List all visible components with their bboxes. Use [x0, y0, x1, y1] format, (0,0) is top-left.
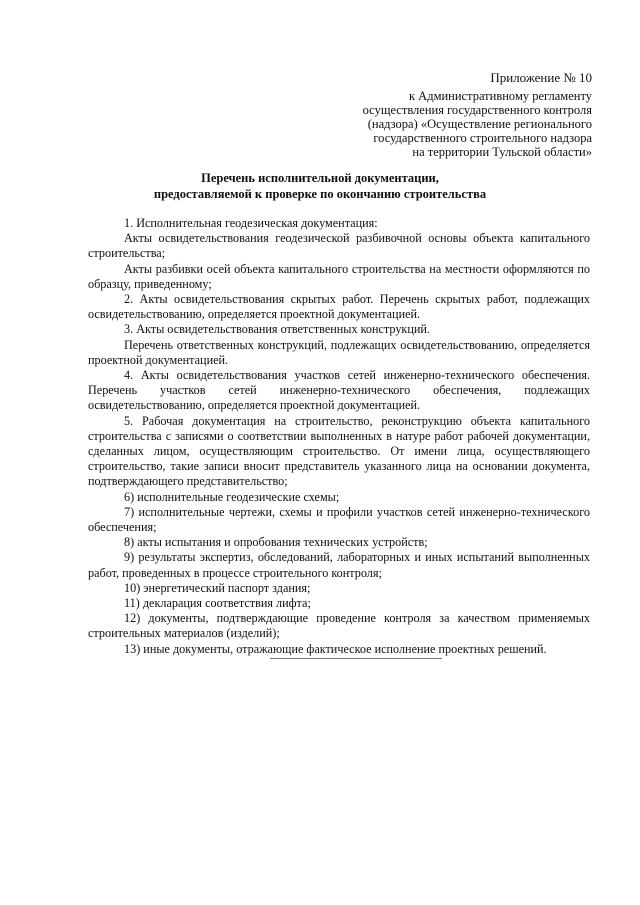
body-paragraph: 6) исполнительные геодезические схемы;	[124, 489, 340, 504]
regulation-reference	[292, 89, 592, 159]
title-line: Перечень исполнительной документации,	[201, 171, 439, 185]
body-paragraph: 1. Исполнительная геодезическая документация:	[124, 216, 378, 230]
body-paragraph: Перечень ответственных конструкций, подлежащих освидетельствованию, определяется проектной документацией.	[88, 337, 590, 367]
body-paragraph: 13) иные документы, отражающие фактическое исполнение проектных решений.	[124, 641, 547, 656]
header-line: осуществления государственного контроля	[362, 103, 592, 117]
body-paragraph: 7) исполнительные чертежи, схемы и профили участков сетей инженерно-технического обеспечения;	[88, 504, 590, 535]
document-title	[0, 170, 640, 202]
body-paragraph: 3. Акты освидетельствования ответственных конструкций.	[124, 322, 430, 337]
title-line: предоставляемой к проверке по окончанию строительства	[153, 187, 487, 201]
body-paragraph: 8) акты испытания и опробования технических устройств;	[124, 535, 428, 550]
body-paragraph: Акты освидетельствования геодезической разбивочной основы объекта капитального строительства;	[88, 231, 590, 261]
body-paragraph: 10) энергетический паспорт здания;	[124, 580, 311, 595]
header-line: государственного строительного надзора	[373, 131, 592, 145]
header-line: к Административному регламенту	[408, 89, 592, 103]
closing-divider	[270, 658, 442, 659]
document-body	[88, 216, 590, 657]
header-line: на территории Тульской области»	[412, 145, 592, 159]
body-paragraph: 2. Акты освидетельствования скрытых работ. Перечень скрытых работ, подлежащих освидетельствованию, определяется проектной документацией.	[88, 292, 590, 322]
appendix-label: Приложение № 10	[490, 70, 592, 85]
body-paragraph: 12) документы, подтверждающие проведение контроля за качеством применяемых строительных материалов (изделий);	[88, 611, 590, 641]
body-paragraph: 9) результаты экспертиз, обследований, лабораторных и иных испытаний выполненных работ, проведенных в процессе строительного контроля;	[88, 550, 590, 580]
body-paragraph: 4. Акты освидетельствования участков сетей инженерно-технического обеспечения. Перечень участков сетей инженерно-технического обеспечения, подлежащих освидетельствованию, определяется проектной документацией.	[88, 368, 590, 413]
body-paragraph: 11) декларация соответствия лифта;	[124, 596, 311, 611]
header-line: (надзора) «Осуществление регионального	[367, 117, 592, 131]
body-paragraph: Акты разбивки осей объекта капитального строительства на местности оформляются по образцу, приведенному;	[88, 261, 590, 291]
body-paragraph: 5. Рабочая документация на строительство, реконструкцию объекта капитального строительства с записями о соответствии выполненных в натуре работ рабочей документации, сделанных лицом, осуществляющим строительство. От имени лица, осуществляющего строительство, такие записи вносит представитель указанного лица на основании документа, подтверждающего представительство;	[88, 413, 590, 489]
